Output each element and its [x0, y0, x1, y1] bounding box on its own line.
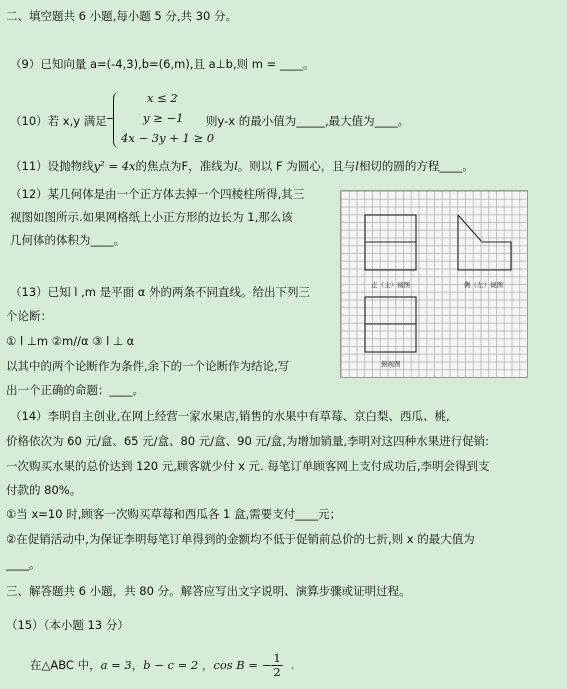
question-14-line-5: ①当 x=10 时,顾客一次购买草莓和西瓜各 1 盒,需要支付____元； [6, 507, 342, 521]
side-view-label: 侧（左）视图 [464, 281, 503, 289]
question-14-line-3: 一次购买水果的总价达到 120 元,顾客就少付 x 元. 每笔订单顾客网上支付成功后,李明会得到支 [6, 459, 490, 473]
q15-cond-bc: b − c = 2 [143, 658, 199, 672]
directrix-symbol-2: l [355, 159, 359, 173]
q11-part2: 的焦点为F，准线为 [135, 159, 235, 173]
question-12-line-1: （12）某几何体是由一个正方体去掉一个四棱柱所得,其三 [10, 187, 305, 201]
brace-symbol [113, 92, 120, 148]
question-11 [10, 158, 474, 174]
three-view-figure [340, 190, 528, 378]
q11-part1: （11）设抛物线 [10, 159, 94, 173]
question-10-suffix: 则y-x 的最小值为_____,最大值为____。 [206, 114, 410, 128]
question-12-line-3: 几何体的体积为____。 [10, 233, 125, 247]
question-13-line-2: 个论断： [6, 309, 52, 323]
question-13-line-3: ① l ⊥m ②m//α ③ l ⊥ α [6, 334, 135, 348]
question-9: （9）已知向量 a=(-4,3),b=(6,m),且 a⊥b,则 m = ____。 [10, 57, 315, 71]
constraint-3: 4x − 3y + 1 ≥ 0 [121, 131, 215, 145]
front-view-label: 正（主）视图 [371, 281, 410, 289]
question-14-line-2: 价格依次为 60 元/盒、65 元/盒、80 元/盒、90 元/盒,为增加销量,李明对这四种水果进行促销: [6, 434, 489, 448]
question-13-line-1: （13）已知 l ,m 是平面 α 外的两条不同直线。给出下列三 [10, 285, 311, 299]
question-10-prefix: （10）若 x,y 满足 [10, 114, 107, 128]
question-13-line-5: 出一个正确的命题：____。 [6, 383, 144, 397]
question-15-body [30, 648, 294, 682]
parabola-equation: y² = 4x [93, 159, 136, 173]
question-14-line-4: 付款的 80%。 [6, 483, 82, 497]
q15-sep-2: ， [198, 658, 214, 672]
q15-sep-1: ， [131, 658, 144, 672]
q15-cond-a: a = 3 [100, 658, 132, 672]
fraction-numerator: 1 [273, 650, 281, 665]
directrix-symbol: l [234, 159, 238, 173]
question-14-line-7: ____。 [6, 557, 41, 571]
question-12-line-2: 视图如图所示.如果网格纸上小正方形的边长为 1,那么该 [10, 210, 293, 224]
fraction-denominator: 2 [273, 664, 281, 679]
top-view-label: 俯视图 [381, 360, 401, 368]
question-14-line-1: （14）李明自主创业,在网上经营一家水果店,销售的水果中有草莓、京白梨、西瓜、桃, [10, 409, 450, 423]
q15-cond-cosb: cos B = − [213, 658, 272, 672]
q11-part3: 。则以 F 为圆心，且与 [237, 159, 356, 173]
q15-text: 在△ABC 中， [30, 658, 101, 672]
q11-part4: 相切的圆的方程____。 [358, 159, 474, 173]
question-13-line-4: 以其中的两个论断作为条件,余下的一个论断作为结论,写 [6, 359, 290, 373]
section3-title: 三、解答题共 6 小题，共 80 分。解答应写出文字说明、演算步骤或证明过程。 [6, 584, 411, 598]
constraint-2: y ≥ −1 [143, 111, 184, 125]
side-view-shape [458, 215, 511, 270]
q15-end: . [290, 658, 295, 672]
constraint-1: x ≤ 2 [147, 91, 178, 105]
section2-title: 二、填空题共 6 小题,每小题 5 分,共 30 分。 [6, 9, 238, 23]
fraction-one-half [271, 652, 282, 679]
question-15-title: （15）（本小题 13 分） [6, 618, 129, 632]
constraint-system [113, 91, 215, 150]
question-14-line-6: ②在促销活动中,为保证李明每笔订单得到的金额均不低于促销前总价的七折,则 x 的最大值为 [6, 532, 475, 546]
